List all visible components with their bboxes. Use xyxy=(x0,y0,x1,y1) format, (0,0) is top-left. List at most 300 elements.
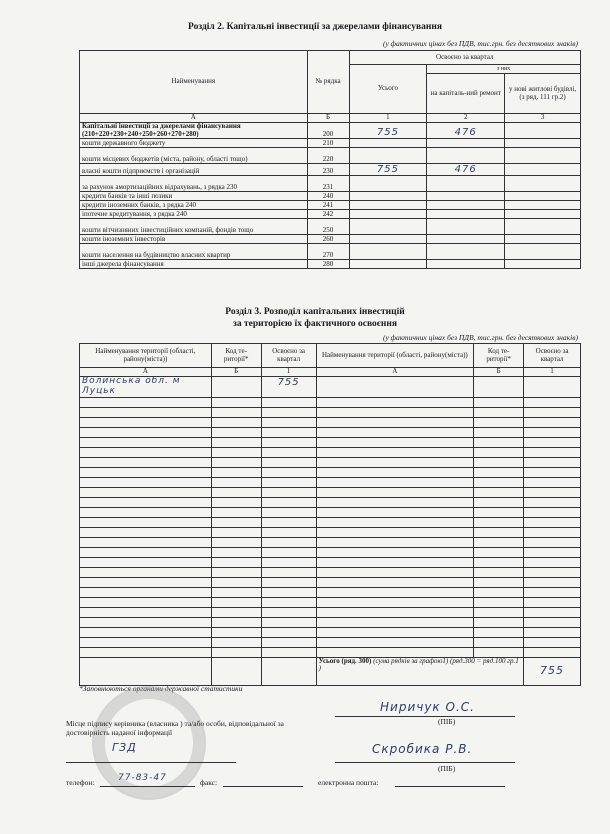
table-row xyxy=(80,260,581,269)
table-row xyxy=(80,397,581,407)
empty-cell xyxy=(211,437,261,447)
fax-line xyxy=(223,786,303,787)
initials-note: ГЗД xyxy=(112,741,137,754)
empty-cell xyxy=(316,427,474,437)
empty-cell xyxy=(261,657,316,685)
empty-cell xyxy=(80,497,212,507)
empty-cell xyxy=(316,497,474,507)
empty-cell xyxy=(261,467,316,477)
responsible-label: Місце підпису керівника (власника ) та/або особи, відповідальної за достовірність наданої інформації xyxy=(66,719,284,738)
row-label: кошти вітчизняних інвестиційних компаній, фондів тощо xyxy=(80,219,308,235)
empty-cell xyxy=(474,457,524,467)
empty-cell xyxy=(474,397,524,407)
empty-cell xyxy=(316,567,474,577)
row-number: 231 xyxy=(307,176,349,192)
empty-cell xyxy=(524,377,581,398)
row-total: 755 xyxy=(349,123,427,139)
row-repair xyxy=(427,219,505,235)
empty-cell xyxy=(474,427,524,437)
empty-cell xyxy=(211,587,261,597)
empty-cell xyxy=(524,547,581,557)
empty-cell xyxy=(316,557,474,567)
row-repair xyxy=(427,260,505,269)
table-row xyxy=(80,647,581,657)
empty-cell xyxy=(474,417,524,427)
row-label: за рахунок амортизаційних відрахувань, з рядка 230 xyxy=(80,176,308,192)
empty-cell xyxy=(211,557,261,567)
row-repair xyxy=(427,244,505,260)
total-note: (сума рядків за графою1) (ряд.300 = ряд.100 гр.1 ) xyxy=(318,656,519,673)
table-row xyxy=(80,517,581,527)
row-number: 200 xyxy=(307,123,349,139)
empty-cell xyxy=(316,577,474,587)
col-code: 2 xyxy=(427,114,505,123)
empty-cell xyxy=(316,627,474,637)
table-row xyxy=(80,219,581,235)
signature-line xyxy=(335,762,515,763)
empty-cell xyxy=(524,457,581,467)
empty-cell xyxy=(474,647,524,657)
row-number: 240 xyxy=(307,192,349,201)
empty-cell xyxy=(261,527,316,537)
empty-cell xyxy=(524,647,581,657)
header-quarter: Освоєно за квартал xyxy=(261,344,316,368)
email-line xyxy=(395,786,505,787)
row-housing xyxy=(505,164,581,176)
col-code: 3 xyxy=(505,114,581,123)
table-row xyxy=(80,597,581,607)
empty-cell xyxy=(474,607,524,617)
section3-title-line1: Розділ 3. Розподіл капітальних інвестицій xyxy=(225,307,405,317)
empty-cell xyxy=(316,607,474,617)
empty-cell xyxy=(80,487,212,497)
empty-cell xyxy=(80,587,212,597)
empty-cell xyxy=(316,617,474,627)
territory-code-entry xyxy=(211,377,261,398)
empty-cell xyxy=(524,497,581,507)
row-housing xyxy=(505,192,581,201)
empty-cell xyxy=(316,487,474,497)
empty-cell xyxy=(261,587,316,597)
empty-cell xyxy=(211,427,261,437)
empty-cell xyxy=(80,577,212,587)
empty-cell xyxy=(211,517,261,527)
row-housing xyxy=(505,210,581,219)
empty-cell xyxy=(261,607,316,617)
empty-cell xyxy=(474,377,524,398)
empty-cell xyxy=(211,607,261,617)
table-row xyxy=(80,235,581,244)
row-repair xyxy=(427,235,505,244)
col-code: Б xyxy=(211,368,261,377)
empty-cell xyxy=(316,437,474,447)
empty-cell xyxy=(80,607,212,617)
table-row xyxy=(80,123,581,139)
empty-cell xyxy=(524,427,581,437)
empty-cell xyxy=(80,397,212,407)
empty-cell xyxy=(316,417,474,427)
section3-title-line2: за територією їх фактичного освоєння xyxy=(233,319,397,329)
empty-cell xyxy=(80,407,212,417)
territory-value-entry: 755 xyxy=(261,377,316,398)
empty-cell xyxy=(474,617,524,627)
section3-table xyxy=(79,343,581,686)
empty-cell xyxy=(474,557,524,567)
header-total-quarter: Освоєно за квартал xyxy=(349,51,580,65)
row-repair xyxy=(427,176,505,192)
empty-cell xyxy=(211,547,261,557)
empty-cell xyxy=(261,517,316,527)
empty-cell xyxy=(474,637,524,647)
row-repair: 476 xyxy=(427,164,505,176)
row-label: інші джерела фінансування xyxy=(80,260,308,269)
row-total xyxy=(349,176,427,192)
empty-cell xyxy=(211,487,261,497)
row-label: іпотечне кредитування, з рядка 240 xyxy=(80,210,308,219)
table-row xyxy=(80,637,581,647)
section2-title: Розділ 2. Капітальні інвестиції за джерелами фінансування xyxy=(188,22,442,32)
empty-cell xyxy=(474,547,524,557)
row-repair xyxy=(427,210,505,219)
empty-cell xyxy=(261,497,316,507)
table-row xyxy=(80,417,581,427)
empty-cell xyxy=(474,627,524,637)
empty-cell xyxy=(211,397,261,407)
signature-line xyxy=(335,716,515,717)
empty-cell xyxy=(261,617,316,627)
empty-cell xyxy=(524,517,581,527)
header-code: Код те-риторії* xyxy=(474,344,524,368)
empty-cell xyxy=(524,557,581,567)
pib-label-1: (ПІБ) xyxy=(438,717,456,726)
head-signature: Ниричук О.С. xyxy=(380,700,475,714)
territory-entry: Волинська обл. м Луцьк xyxy=(80,377,212,398)
row-total xyxy=(349,235,427,244)
empty-cell xyxy=(316,467,474,477)
empty-cell xyxy=(524,617,581,627)
empty-cell xyxy=(524,467,581,477)
row-housing xyxy=(505,235,581,244)
header-code: Код те-риторії* xyxy=(211,344,261,368)
table-row xyxy=(80,617,581,627)
empty-cell xyxy=(80,627,212,637)
empty-cell xyxy=(474,567,524,577)
row-label: кошти населення на будівництво власних квартир xyxy=(80,244,308,260)
table-row xyxy=(80,487,581,497)
empty-cell xyxy=(524,527,581,537)
row-number: 242 xyxy=(307,210,349,219)
empty-cell xyxy=(474,587,524,597)
empty-cell xyxy=(261,507,316,517)
empty-cell xyxy=(474,487,524,497)
row-housing xyxy=(505,260,581,269)
empty-cell xyxy=(261,627,316,637)
row-housing xyxy=(505,139,581,148)
header-quarter: Освоєно за квартал xyxy=(524,344,581,368)
empty-cell xyxy=(261,487,316,497)
row-total xyxy=(349,210,427,219)
empty-cell xyxy=(316,647,474,657)
empty-cell xyxy=(316,537,474,547)
empty-cell xyxy=(474,467,524,477)
empty-cell xyxy=(80,477,212,487)
table-row xyxy=(80,607,581,617)
pib-label-2: (ПІБ) xyxy=(438,764,456,773)
row-number: 241 xyxy=(307,201,349,210)
table-row xyxy=(80,447,581,457)
empty-cell xyxy=(211,567,261,577)
empty-cell xyxy=(474,407,524,417)
empty-cell xyxy=(211,537,261,547)
col-code: 1 xyxy=(349,114,427,123)
row-label: Капітальні інвестиції за джерелами фінансування (210+220+230+240+250+260+270+280) xyxy=(80,123,308,139)
header-capital-repair: на капіталь-ний ремонт xyxy=(427,74,505,114)
empty-cell xyxy=(316,527,474,537)
empty-cell xyxy=(211,417,261,427)
col-code: 1 xyxy=(524,368,581,377)
empty-cell xyxy=(316,407,474,417)
row-total xyxy=(349,139,427,148)
row-total xyxy=(349,219,427,235)
total-value: 755 xyxy=(524,657,581,685)
empty-cell xyxy=(80,457,212,467)
table-row xyxy=(80,467,581,477)
empty-cell xyxy=(474,437,524,447)
table-row xyxy=(80,547,581,557)
empty-cell xyxy=(316,637,474,647)
empty-cell xyxy=(316,397,474,407)
col-code: 1 xyxy=(261,368,316,377)
table-row xyxy=(80,148,581,164)
empty-cell xyxy=(80,517,212,527)
col-code: Б xyxy=(474,368,524,377)
empty-cell xyxy=(261,577,316,587)
empty-cell xyxy=(80,647,212,657)
empty-cell xyxy=(261,407,316,417)
row-number: 270 xyxy=(307,244,349,260)
empty-cell xyxy=(80,547,212,557)
table-row xyxy=(80,244,581,260)
row-housing xyxy=(505,219,581,235)
row-number: 250 xyxy=(307,219,349,235)
empty-cell xyxy=(261,637,316,647)
empty-cell xyxy=(261,397,316,407)
table-row xyxy=(80,407,581,417)
empty-cell xyxy=(474,527,524,537)
row-number: 230 xyxy=(307,164,349,176)
empty-cell xyxy=(80,437,212,447)
phone-line xyxy=(100,786,195,787)
email-label: електронна пошта: xyxy=(318,778,379,787)
empty-cell xyxy=(80,537,212,547)
table-row xyxy=(80,437,581,447)
empty-cell xyxy=(261,597,316,607)
table-row xyxy=(80,527,581,537)
empty-cell xyxy=(524,587,581,597)
table-row xyxy=(80,210,581,219)
table-row xyxy=(80,192,581,201)
empty-cell xyxy=(474,497,524,507)
empty-cell xyxy=(80,427,212,437)
row-repair xyxy=(427,201,505,210)
row-number: 220 xyxy=(307,148,349,164)
empty-cell xyxy=(261,557,316,567)
total-cell xyxy=(316,657,524,685)
phone-label: телефон: xyxy=(66,778,95,787)
empty-cell xyxy=(316,507,474,517)
empty-cell xyxy=(211,467,261,477)
row-number: 210 xyxy=(307,139,349,148)
empty-cell xyxy=(524,637,581,647)
row-label: кредити банків та інші позики xyxy=(80,192,308,201)
row-label: власні кошти підприємств і організацій xyxy=(80,164,308,176)
row-housing xyxy=(505,176,581,192)
empty-cell xyxy=(474,597,524,607)
row-total xyxy=(349,260,427,269)
col-code: А xyxy=(80,114,308,123)
empty-cell xyxy=(316,457,474,467)
fax-label: факс: xyxy=(200,778,218,787)
empty-cell xyxy=(80,417,212,427)
empty-cell xyxy=(474,477,524,487)
empty-cell xyxy=(316,597,474,607)
empty-cell xyxy=(80,447,212,457)
row-repair xyxy=(427,192,505,201)
table-row xyxy=(80,557,581,567)
empty-cell xyxy=(261,427,316,437)
empty-cell xyxy=(474,507,524,517)
empty-cell xyxy=(80,557,212,567)
table-row xyxy=(80,577,581,587)
section2-table xyxy=(79,50,581,269)
table-row xyxy=(80,427,581,437)
table-row xyxy=(80,627,581,637)
empty-cell xyxy=(211,617,261,627)
header-of-them: з них xyxy=(427,65,581,74)
row-housing xyxy=(505,123,581,139)
empty-cell xyxy=(524,537,581,547)
col-code: А xyxy=(316,368,474,377)
row-total xyxy=(349,192,427,201)
empty-cell xyxy=(80,507,212,517)
col-code: Б xyxy=(307,114,349,123)
empty-cell xyxy=(211,627,261,637)
empty-cell xyxy=(316,517,474,527)
empty-cell xyxy=(261,547,316,557)
row-label: кредити іноземних банків, з рядка 240 xyxy=(80,201,308,210)
empty-cell xyxy=(524,607,581,617)
empty-cell xyxy=(80,567,212,577)
row-number: 280 xyxy=(307,260,349,269)
responsible-signature: Скробика Р.В. xyxy=(372,742,473,756)
row-total xyxy=(349,244,427,260)
empty-cell xyxy=(474,577,524,587)
empty-cell xyxy=(80,637,212,647)
empty-cell xyxy=(80,527,212,537)
empty-cell xyxy=(524,597,581,607)
table-row xyxy=(80,201,581,210)
empty-cell xyxy=(261,417,316,427)
table-row xyxy=(80,507,581,517)
empty-cell xyxy=(211,507,261,517)
empty-cell xyxy=(80,657,212,685)
row-housing xyxy=(505,201,581,210)
header-row-no: № рядка xyxy=(307,51,349,114)
row-repair: 476 xyxy=(427,123,505,139)
empty-cell xyxy=(524,477,581,487)
row-total: 755 xyxy=(349,164,427,176)
empty-cell xyxy=(211,597,261,607)
empty-cell xyxy=(211,577,261,587)
row-number: 260 xyxy=(307,235,349,244)
header-territory: Найменування території (області, району(міста)) xyxy=(316,344,474,368)
empty-cell xyxy=(211,407,261,417)
phone-value: 77-83-47 xyxy=(118,773,167,783)
empty-cell xyxy=(524,407,581,417)
empty-cell xyxy=(524,577,581,587)
empty-cell xyxy=(211,457,261,467)
empty-cell xyxy=(524,397,581,407)
empty-cell xyxy=(261,537,316,547)
empty-cell xyxy=(316,447,474,457)
header-territory: Найменування території (області, району(міста)) xyxy=(80,344,212,368)
empty-cell xyxy=(316,587,474,597)
table-row xyxy=(80,587,581,597)
total-label: Усього (ряд. 300) xyxy=(318,656,372,665)
row-label: кошти місцевих бюджетів (міста, району, області тощо) xyxy=(80,148,308,164)
row-repair xyxy=(427,139,505,148)
empty-cell xyxy=(474,517,524,527)
col-code: А xyxy=(80,368,212,377)
empty-cell xyxy=(261,647,316,657)
header-new-housing: у нові житлові будівлі, (з ряд. 111 гр.2) xyxy=(505,74,581,114)
table-row xyxy=(80,537,581,547)
empty-cell xyxy=(211,477,261,487)
empty-cell xyxy=(261,567,316,577)
row-label: кошти державного бюджету xyxy=(80,139,308,148)
empty-cell xyxy=(316,377,474,398)
table-row xyxy=(80,457,581,467)
row-repair xyxy=(427,148,505,164)
table-row xyxy=(80,567,581,577)
row-total xyxy=(349,148,427,164)
section2-units: (у фактичних цінах без ПДВ, тис.грн. без десяткових знаків) xyxy=(382,39,578,48)
empty-cell xyxy=(80,467,212,477)
empty-cell xyxy=(261,457,316,467)
empty-cell xyxy=(80,597,212,607)
empty-cell xyxy=(211,637,261,647)
empty-cell xyxy=(524,567,581,577)
table-row xyxy=(80,139,581,148)
table-row xyxy=(80,497,581,507)
empty-cell xyxy=(316,547,474,557)
empty-cell xyxy=(524,487,581,497)
empty-cell xyxy=(524,507,581,517)
empty-cell xyxy=(211,657,261,685)
empty-cell xyxy=(261,477,316,487)
empty-cell xyxy=(211,647,261,657)
row-label: кошти іноземних інвесторів xyxy=(80,235,308,244)
table-row xyxy=(80,176,581,192)
empty-cell xyxy=(524,437,581,447)
empty-cell xyxy=(524,627,581,637)
empty-cell xyxy=(211,527,261,537)
empty-cell xyxy=(524,417,581,427)
table-row xyxy=(80,477,581,487)
row-housing xyxy=(505,148,581,164)
table-row xyxy=(80,164,581,176)
signature-line xyxy=(66,762,236,763)
